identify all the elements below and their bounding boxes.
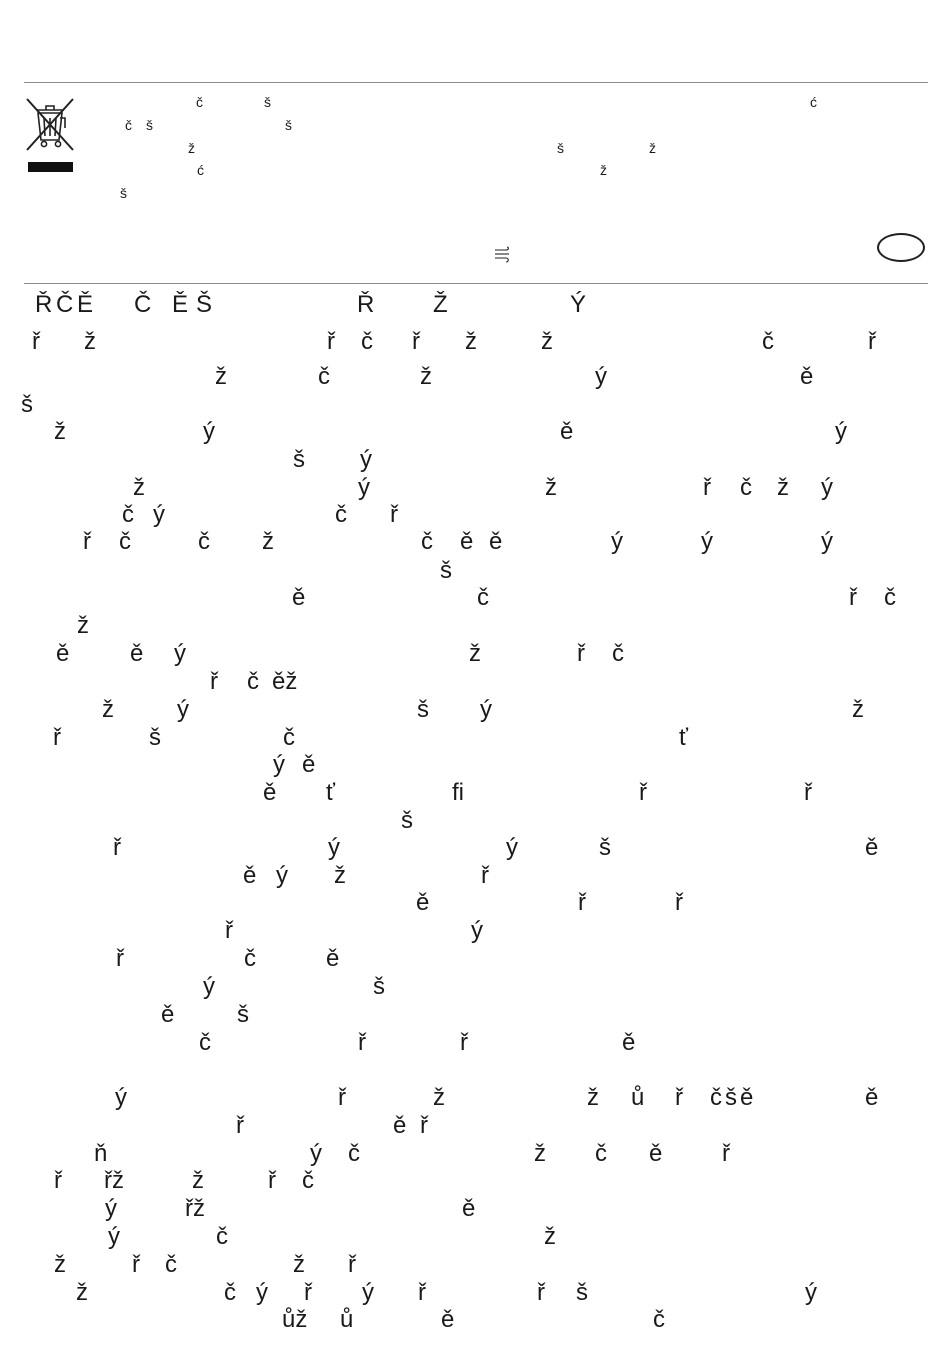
body-char: č (335, 501, 347, 528)
body-char: ě (263, 779, 277, 806)
heading-char: Č (56, 291, 74, 318)
body-char: ý (701, 528, 713, 555)
heading-char: Š (196, 291, 213, 318)
body-char: ř (675, 889, 683, 916)
body-char: ž (469, 640, 481, 667)
body-char: ž (133, 474, 145, 501)
body-char: č (122, 501, 134, 528)
body-char: ě (161, 1001, 175, 1028)
body-char: ů (631, 1084, 645, 1111)
body-char: ý (153, 501, 165, 528)
body-char: ř (338, 1084, 346, 1111)
body-char: ř (675, 1084, 683, 1111)
body-char: š (373, 973, 385, 1000)
body-char: ř (327, 328, 335, 355)
body-char: ě (462, 1195, 476, 1222)
body-char: š (149, 724, 161, 751)
notice-char: ž (188, 140, 195, 156)
body-char: ý (362, 1279, 374, 1306)
body-char: ř (53, 724, 61, 751)
body-char: ě (393, 1112, 407, 1139)
body-char: ř (132, 1251, 140, 1278)
body-char: ř (804, 779, 812, 806)
body-char: ř (577, 640, 585, 667)
body-char: ž (84, 328, 96, 355)
body-char: ě (649, 1140, 663, 1167)
body-char: ý (595, 363, 607, 390)
body-char: ý (177, 696, 189, 723)
heading-char: Ý (570, 291, 587, 318)
body-char: ý (174, 640, 186, 667)
body-char: č (612, 640, 624, 667)
body-char: ž (545, 474, 557, 501)
body-char: ř (481, 862, 489, 889)
body-char: ž (852, 696, 864, 723)
body-char: č (710, 1084, 722, 1111)
body-char: ž (54, 418, 66, 445)
body-char: č (361, 328, 373, 355)
body-char: ý (358, 474, 370, 501)
body-char: ř (236, 1112, 244, 1139)
notice-char: š (120, 185, 127, 201)
notice-char: č (196, 94, 203, 110)
body-char: ě (326, 945, 340, 972)
notice-char: š (285, 117, 292, 133)
body-char: š (576, 1279, 588, 1306)
body-char: ě (740, 1084, 754, 1111)
body-char: ý (203, 418, 215, 445)
notice-char: ć (197, 162, 204, 178)
body-char: ý (821, 474, 833, 501)
body-char: ř (113, 834, 121, 861)
body-char: ž (54, 1251, 66, 1278)
body-char: ž (541, 328, 553, 355)
wind-icon (494, 246, 512, 264)
notice-char: š (264, 94, 271, 110)
body-char: ž (215, 363, 227, 390)
body-char: ě (416, 889, 430, 916)
body-char: ě (130, 640, 144, 667)
body-char: ě (460, 528, 474, 555)
body-char: ř (358, 1029, 366, 1056)
body-char: š (293, 446, 305, 473)
body-char: ř (32, 328, 40, 355)
body-char: ž (544, 1223, 556, 1250)
body-char: š (725, 1084, 737, 1111)
notice-char: š (146, 117, 153, 133)
heading-char: Ř (357, 291, 375, 318)
body-char: ř (348, 1251, 356, 1278)
body-char: š (417, 696, 429, 723)
body-char: š (401, 807, 413, 834)
body-char: ř (412, 328, 420, 355)
body-char: ý (203, 973, 215, 1000)
body-char: ř (460, 1029, 468, 1056)
body-char: ý (821, 528, 833, 555)
heading-char: Ř (35, 291, 53, 318)
body-char: š (440, 557, 452, 584)
body-char: ý (115, 1084, 127, 1111)
body-char: č (244, 945, 256, 972)
body-char: ě (865, 1084, 879, 1111)
body-char: ě (292, 584, 306, 611)
body-char: ř (537, 1279, 545, 1306)
body-char: č (283, 724, 295, 751)
body-char: ř (83, 528, 91, 555)
body-char: ř (849, 584, 857, 611)
body-char: č (740, 474, 752, 501)
body-char: č (119, 528, 131, 555)
body-char: č (199, 1029, 211, 1056)
heading-char: Ž (433, 291, 448, 318)
body-char: ý (108, 1223, 120, 1250)
body-char: ě (489, 528, 503, 555)
body-char: ý (276, 862, 288, 889)
body-char: č (884, 584, 896, 611)
body-char: ž (777, 474, 789, 501)
body-char: ř (639, 779, 647, 806)
body-char: ý (480, 696, 492, 723)
body-char: ý (835, 418, 847, 445)
body-char: č (653, 1306, 665, 1333)
body-char: ý (273, 751, 285, 778)
body-char: ý (506, 834, 518, 861)
body-char: ž (534, 1140, 546, 1167)
body-char: ý (471, 917, 483, 944)
body-char: ý (360, 446, 372, 473)
top-divider (24, 82, 928, 83)
weee-crossed-bin-icon (24, 96, 76, 176)
body-char: č (224, 1279, 236, 1306)
body-char: ř (304, 1279, 312, 1306)
body-char: ůž (282, 1306, 308, 1333)
body-char: ř (210, 668, 218, 695)
body-char: š (21, 391, 33, 418)
body-char: ř (225, 917, 233, 944)
body-char: č (247, 668, 259, 695)
body-char: ř (116, 945, 124, 972)
body-char: ž (76, 1279, 88, 1306)
body-char: ě (560, 418, 574, 445)
body-char: ž (293, 1251, 305, 1278)
body-char: ř (722, 1140, 730, 1167)
body-char: ě (243, 862, 257, 889)
body-char: ť (326, 779, 335, 806)
body-char: š (237, 1001, 249, 1028)
body-char: č (165, 1251, 177, 1278)
body-char: ů (340, 1306, 354, 1333)
body-char: ý (611, 528, 623, 555)
body-char: ě (441, 1306, 455, 1333)
section-divider (24, 283, 928, 284)
body-char: ř (868, 328, 876, 355)
notice-char: ž (600, 162, 607, 178)
body-char: ž (465, 328, 477, 355)
body-char: č (477, 584, 489, 611)
body-char: ž (420, 363, 432, 390)
body-char: ě (302, 751, 316, 778)
body-char: ěž (272, 668, 298, 695)
notice-char: š (557, 140, 564, 156)
body-char: ř (268, 1167, 276, 1194)
body-char: ž (77, 612, 89, 639)
body-char: č (421, 528, 433, 555)
heading-char: Ě (172, 291, 189, 318)
body-char: ž (192, 1167, 204, 1194)
body-char: ě (622, 1029, 636, 1056)
body-char: ž (102, 696, 114, 723)
body-char: ř (420, 1112, 428, 1139)
body-char: ť (679, 724, 688, 751)
body-char: ř (390, 501, 398, 528)
body-char: ř (578, 889, 586, 916)
body-char: š (599, 834, 611, 861)
body-char: ž (262, 528, 274, 555)
body-char: č (762, 328, 774, 355)
body-char: ř (703, 474, 711, 501)
body-char: ý (105, 1195, 117, 1222)
body-char: ň (94, 1140, 108, 1167)
body-char: řž (185, 1195, 205, 1222)
notice-char: č (125, 117, 132, 133)
heading-char: Č (134, 291, 152, 318)
heading-char: Ě (77, 291, 94, 318)
body-char: ž (334, 862, 346, 889)
notice-char: ć (810, 94, 817, 110)
body-char: řž (104, 1167, 124, 1194)
body-char: ě (800, 363, 814, 390)
body-char: ý (805, 1279, 817, 1306)
notice-char: ž (649, 140, 656, 156)
country-code-oval (877, 233, 925, 262)
body-char: fi (452, 779, 464, 806)
body-char: ř (54, 1167, 62, 1194)
body-char: č (216, 1223, 228, 1250)
body-char: č (302, 1167, 314, 1194)
body-char: ě (56, 640, 70, 667)
body-char: č (198, 528, 210, 555)
body-char: ý (310, 1140, 322, 1167)
body-char: ý (256, 1279, 268, 1306)
body-char: ř (418, 1279, 426, 1306)
body-char: č (348, 1140, 360, 1167)
body-char: č (595, 1140, 607, 1167)
body-char: ý (328, 834, 340, 861)
body-char: č (318, 363, 330, 390)
body-char: ž (433, 1084, 445, 1111)
body-char: ž (587, 1084, 599, 1111)
body-char: ě (865, 834, 879, 861)
